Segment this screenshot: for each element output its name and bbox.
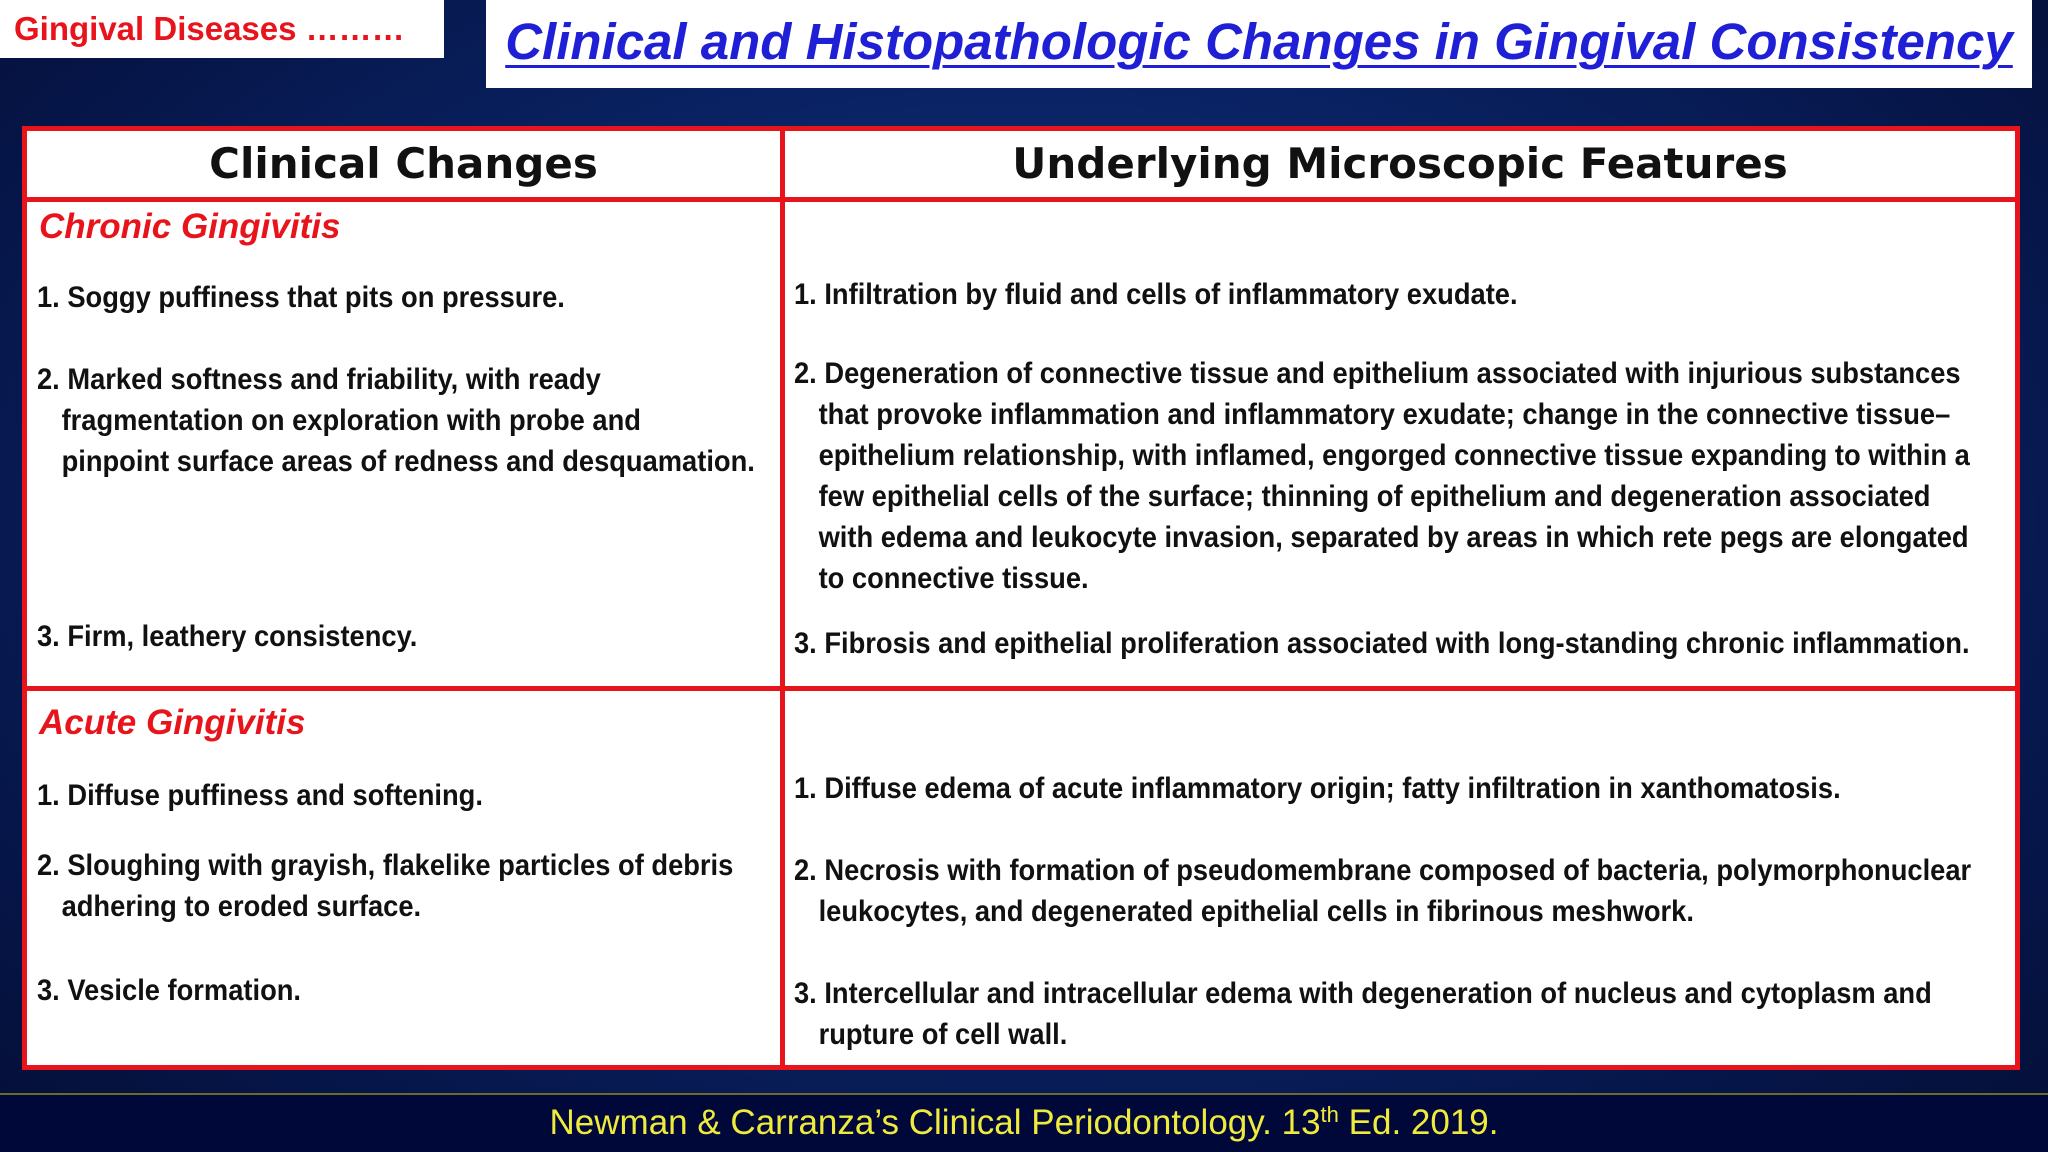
chronic-clinical-item: 1. Soggy puffiness that pits on pressure. [37,281,565,314]
chronic-microscopic-item: 1. Infiltration by fluid and cells of inflammatory exudate. [794,278,1518,311]
clinical-changes-header: Clinical Changes [209,139,598,188]
acute-microscopic-item: 3. Intercellular and intracellular edema with degeneration of nucleus and cytoplasm and rupture of cell wall. [794,977,1932,1051]
chronic-clinical-item: 2. Marked softness and friability, with ready fragmentation on exploration with probe and pinpoint surface areas of redness and desquamation. [37,363,755,478]
comparison-table [22,126,2020,1070]
acute-microscopic-item: 1. Diffuse edema of acute inflammatory origin; fatty infiltration in xanthomatosis. [794,772,1841,805]
chronic-microscopic-item: 3. Fibrosis and epithelial proliferation associated with long-standing chronic inflammation. [794,627,1970,660]
section-title-acute: Acute Gingivitis [39,703,306,742]
citation-text: Newman & Carranza’s Clinical Periodontology. 13 [549,1103,1321,1142]
citation-superscript: th [1320,1102,1339,1127]
acute-clinical-item: 2. Sloughing with grayish, flakelike particles of debris adhering to eroded surface. [37,849,734,923]
microscopic-features-header: Underlying Microscopic Features [1012,139,1788,188]
acute-clinical-item: 1. Diffuse puffiness and softening. [37,779,483,812]
section-title-chronic: Chronic Gingivitis [39,207,341,246]
column-divider [780,131,785,1065]
header-divider [27,197,2015,202]
slide-title: Clinical and Histopathologic Changes in Gingival Consistency [505,13,2013,70]
acute-microscopic-item: 2. Necrosis with formation of pseudomembrane composed of bacteria, polymorphonuclear leukocytes, and degenerated epithelial cells in fibrinous meshwork. [794,854,1972,928]
citation-footer [0,1093,2048,1152]
section-divider [27,686,2015,691]
acute-clinical-item: 3. Vesicle formation. [37,974,302,1007]
citation-edition: Ed. 2019. [1338,1103,1499,1142]
topic-label: Gingival Diseases ……… [0,0,444,58]
chronic-clinical-item: 3. Firm, leathery consistency. [37,620,418,653]
chronic-microscopic-item: 2. Degeneration of connective tissue and epithelium associated with injurious substances that provoke inflammation and inflammatory exudate; change in the connective tissue–epithelium relationship, with inflamed, engorged connective tissue expanding to within a few epithelial cells of the surface; thinning of epithelium and degeneration associated with edema and leukocyte invasion, separated by areas in which rete pegs are elongated to connective tissue. [794,357,1970,595]
title-box [486,0,2032,88]
